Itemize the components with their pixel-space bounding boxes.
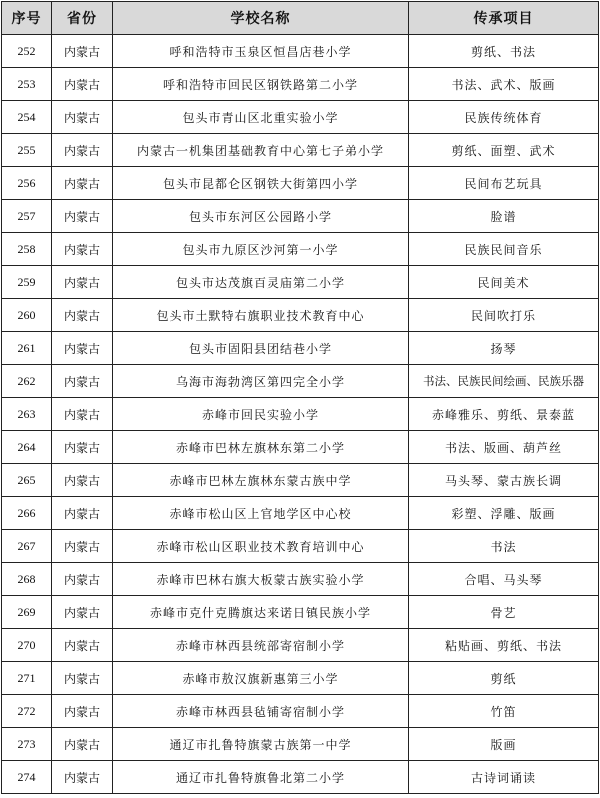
cell-province: 内蒙古 [52, 365, 113, 398]
cell-province: 内蒙古 [52, 728, 113, 761]
cell-province: 内蒙古 [52, 398, 113, 431]
cell-serial-number: 256 [2, 167, 52, 200]
cell-serial-number: 259 [2, 266, 52, 299]
table-row [2, 299, 599, 332]
cell-school-name: 乌海市海勃湾区第四完全小学 [113, 365, 409, 398]
cell-school-name: 呼和浩特市回民区钢铁路第二小学 [113, 68, 409, 101]
cell-province: 内蒙古 [52, 68, 113, 101]
cell-serial-number: 257 [2, 200, 52, 233]
school-list-table [1, 1, 599, 794]
cell-school-name: 通辽市扎鲁特旗鲁北第二小学 [113, 761, 409, 794]
cell-heritage-item: 民族传统体育 [409, 101, 599, 134]
cell-serial-number: 260 [2, 299, 52, 332]
cell-school-name: 赤峰市巴林左旗林东第二小学 [113, 431, 409, 464]
cell-serial-number: 262 [2, 365, 52, 398]
cell-province: 内蒙古 [52, 134, 113, 167]
cell-heritage-item: 民族民间音乐 [409, 233, 599, 266]
cell-province: 内蒙古 [52, 299, 113, 332]
cell-province: 内蒙古 [52, 35, 113, 68]
cell-serial-number: 255 [2, 134, 52, 167]
cell-serial-number: 265 [2, 464, 52, 497]
cell-heritage-item: 剪纸、面塑、武术 [409, 134, 599, 167]
table-row [2, 101, 599, 134]
header-province: 省份 [52, 2, 113, 35]
cell-heritage-item: 书法 [409, 530, 599, 563]
cell-heritage-item: 书法、版画、葫芦丝 [409, 431, 599, 464]
cell-serial-number: 268 [2, 563, 52, 596]
cell-school-name: 赤峰市克什克腾旗达来诺日镇民族小学 [113, 596, 409, 629]
cell-province: 内蒙古 [52, 266, 113, 299]
table-row [2, 596, 599, 629]
cell-school-name: 包头市九原区沙河第一小学 [113, 233, 409, 266]
table-row [2, 200, 599, 233]
cell-heritage-item: 剪纸 [409, 662, 599, 695]
cell-serial-number: 274 [2, 761, 52, 794]
table-row [2, 464, 599, 497]
cell-province: 内蒙古 [52, 530, 113, 563]
cell-heritage-item: 合唱、马头琴 [409, 563, 599, 596]
cell-serial-number: 258 [2, 233, 52, 266]
cell-serial-number: 267 [2, 530, 52, 563]
cell-school-name: 赤峰市回民实验小学 [113, 398, 409, 431]
table-header [2, 2, 599, 35]
cell-school-name: 包头市达茂旗百灵庙第二小学 [113, 266, 409, 299]
cell-heritage-item: 书法、武术、版画 [409, 68, 599, 101]
cell-heritage-item: 古诗词诵读 [409, 761, 599, 794]
cell-school-name: 包头市土默特右旗职业技术教育中心 [113, 299, 409, 332]
table-row [2, 497, 599, 530]
cell-school-name: 赤峰市巴林左旗林东蒙古族中学 [113, 464, 409, 497]
cell-heritage-item: 脸谱 [409, 200, 599, 233]
table-row [2, 266, 599, 299]
cell-school-name: 赤峰市敖汉旗新惠第三小学 [113, 662, 409, 695]
header-heritage-item: 传承项目 [409, 2, 599, 35]
table-row [2, 398, 599, 431]
cell-province: 内蒙古 [52, 431, 113, 464]
table-row [2, 761, 599, 794]
cell-serial-number: 254 [2, 101, 52, 134]
table-row [2, 68, 599, 101]
cell-province: 内蒙古 [52, 629, 113, 662]
cell-serial-number: 263 [2, 398, 52, 431]
table-row [2, 167, 599, 200]
cell-serial-number: 269 [2, 596, 52, 629]
cell-serial-number: 270 [2, 629, 52, 662]
table-row [2, 530, 599, 563]
header-row [2, 2, 599, 35]
cell-school-name: 包头市固阳县团结巷小学 [113, 332, 409, 365]
table-row [2, 365, 599, 398]
cell-serial-number: 253 [2, 68, 52, 101]
cell-serial-number: 272 [2, 695, 52, 728]
cell-heritage-item: 彩塑、浮雕、版画 [409, 497, 599, 530]
cell-province: 内蒙古 [52, 233, 113, 266]
cell-school-name: 通辽市扎鲁特旗蒙古族第一中学 [113, 728, 409, 761]
cell-heritage-item: 书法、民族民间绘画、民族乐器 [409, 365, 599, 398]
cell-school-name: 包头市东河区公园路小学 [113, 200, 409, 233]
cell-school-name: 内蒙古一机集团基础教育中心第七子弟小学 [113, 134, 409, 167]
table-row [2, 728, 599, 761]
cell-school-name: 包头市昆都仑区钢铁大街第四小学 [113, 167, 409, 200]
table-row [2, 629, 599, 662]
cell-province: 内蒙古 [52, 497, 113, 530]
table-row [2, 563, 599, 596]
cell-heritage-item: 粘贴画、剪纸、书法 [409, 629, 599, 662]
cell-province: 内蒙古 [52, 332, 113, 365]
table-row [2, 134, 599, 167]
cell-province: 内蒙古 [52, 596, 113, 629]
cell-serial-number: 273 [2, 728, 52, 761]
cell-heritage-item: 剪纸、书法 [409, 35, 599, 68]
cell-school-name: 赤峰市林西县统部寄宿制小学 [113, 629, 409, 662]
cell-school-name: 包头市青山区北重实验小学 [113, 101, 409, 134]
table-row [2, 332, 599, 365]
table-body [2, 35, 599, 794]
cell-school-name: 呼和浩特市玉泉区恒昌店巷小学 [113, 35, 409, 68]
cell-province: 内蒙古 [52, 695, 113, 728]
cell-heritage-item: 民间美术 [409, 266, 599, 299]
header-serial-number: 序号 [2, 2, 52, 35]
cell-serial-number: 252 [2, 35, 52, 68]
cell-heritage-item: 马头琴、蒙古族长调 [409, 464, 599, 497]
table-row [2, 662, 599, 695]
header-school-name: 学校名称 [113, 2, 409, 35]
cell-heritage-item: 骨艺 [409, 596, 599, 629]
table-row [2, 695, 599, 728]
table-row [2, 431, 599, 464]
cell-province: 内蒙古 [52, 563, 113, 596]
cell-school-name: 赤峰市巴林右旗大板蒙古族实验小学 [113, 563, 409, 596]
cell-serial-number: 271 [2, 662, 52, 695]
cell-serial-number: 264 [2, 431, 52, 464]
cell-heritage-item: 版画 [409, 728, 599, 761]
cell-province: 内蒙古 [52, 101, 113, 134]
cell-school-name: 赤峰市松山区职业技术教育培训中心 [113, 530, 409, 563]
cell-serial-number: 261 [2, 332, 52, 365]
cell-school-name: 赤峰市林西县毡铺寄宿制小学 [113, 695, 409, 728]
cell-province: 内蒙古 [52, 167, 113, 200]
cell-heritage-item: 民间布艺玩具 [409, 167, 599, 200]
table-row [2, 233, 599, 266]
cell-serial-number: 266 [2, 497, 52, 530]
cell-province: 内蒙古 [52, 662, 113, 695]
cell-heritage-item: 赤峰雅乐、剪纸、景泰蓝 [409, 398, 599, 431]
cell-province: 内蒙古 [52, 200, 113, 233]
cell-heritage-item: 民间吹打乐 [409, 299, 599, 332]
cell-province: 内蒙古 [52, 464, 113, 497]
table-row [2, 35, 599, 68]
cell-heritage-item: 竹笛 [409, 695, 599, 728]
cell-school-name: 赤峰市松山区上官地学区中心校 [113, 497, 409, 530]
cell-heritage-item: 扬琴 [409, 332, 599, 365]
cell-province: 内蒙古 [52, 761, 113, 794]
